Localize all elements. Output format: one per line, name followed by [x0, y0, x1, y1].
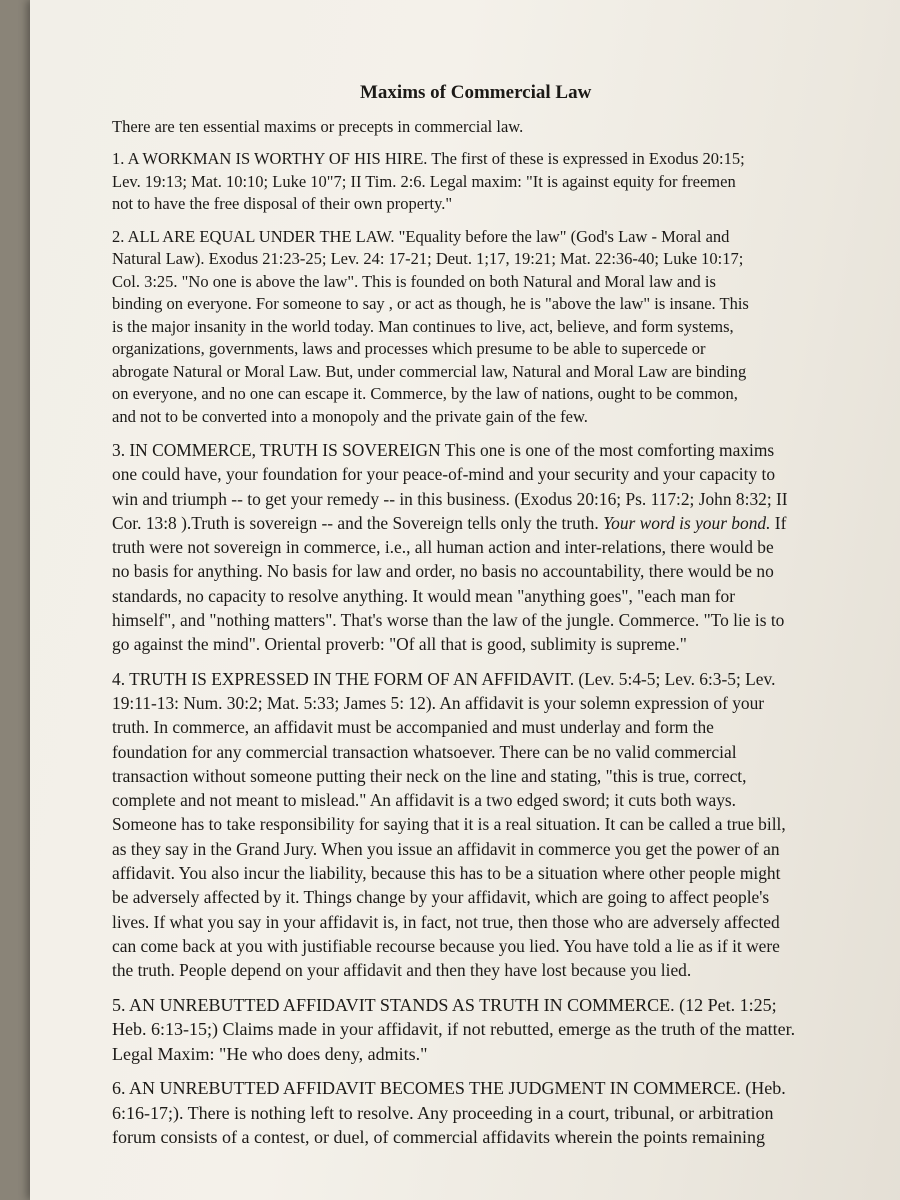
- text-line: is the major insanity in the world today. Man continues to live, act, believe, and form systems,: [112, 316, 734, 336]
- paper-sheet: [30, 0, 900, 1200]
- text-line: 5. AN UNREBUTTED AFFIDAVIT STANDS AS TRUTH IN COMMERCE. (12 Pet. 1:25;: [112, 994, 777, 1015]
- text-line: as they say in the Grand Jury. When you issue an affidavit in commerce you get the power of an: [112, 838, 780, 859]
- text-line: go against the mind". Oriental proverb: "Of all that is good, sublimity is supreme.": [112, 634, 687, 655]
- text-line: 2. ALL ARE EQUAL UNDER THE LAW. "Equality before the law" (God's Law - Moral and: [112, 226, 730, 246]
- maxim-3: [112, 438, 868, 657]
- text-segment: Cor. 13:8 ).Truth is sovereign -- and the Sovereign tells only the truth.: [112, 512, 599, 533]
- text-line: one could have, your foundation for your peace-of-mind and your security and your capacity to: [112, 464, 776, 485]
- text-line: 6:16-17;). There is nothing left to resolve. Any proceeding in a court, tribunal, or arbitration: [112, 1102, 774, 1123]
- text-line: 3. IN COMMERCE, TRUTH IS SOVEREIGN This one is one of the most comforting maxims: [112, 440, 775, 460]
- italic-phrase: Your word is your bond.: [603, 512, 771, 533]
- text-line: Legal Maxim: "He who does deny, admits.": [112, 1043, 428, 1064]
- text-line: no basis for anything. No basis for law and order, no basis no accountability, there would be no: [112, 561, 774, 582]
- text-line: Heb. 6:13-15;) Claims made in your affidavit, if not rebutted, emerge as the truth of the matter.: [112, 1019, 796, 1040]
- maxim-6: [112, 1076, 868, 1150]
- text-line: binding on everyone. For someone to say , or act as though, he is "above the law" is insane. This: [112, 294, 749, 313]
- text-line: affidavit. You also incur the liability, because this has to be a situation where other people might: [112, 863, 781, 884]
- text-segment: If: [770, 512, 787, 533]
- text-line: win and triumph -- to get your remedy -- in this business. (Exodus 20:16; Ps. 117:2; John 8:32; II: [112, 488, 788, 509]
- text-line: transaction without someone putting their neck on the line and stating, "this is true, correct,: [112, 765, 747, 786]
- text-line: Someone has to take responsibility for saying that it is a real situation. It can be called a true bill,: [112, 814, 786, 835]
- text-line: and not to be converted into a monopoly and the private gain of the few.: [112, 406, 588, 426]
- text-line: can come back at you with justifiable recourse because you lied. You have told a lie as if it were: [112, 935, 780, 956]
- maxim-5: [112, 993, 868, 1067]
- text-line: Natural Law). Exodus 21:23-25; Lev. 24: 17-21; Deut. 1;17, 19:21; Mat. 22:36-40; Luke 10:17;: [112, 249, 744, 268]
- text-line: complete and not meant to mislead." An affidavit is a two edged sword; it cuts both ways.: [112, 790, 737, 811]
- text-line: 4. TRUTH IS EXPRESSED IN THE FORM OF AN AFFIDAVIT. (Lev. 5:4-5; Lev. 6:3-5; Lev.: [112, 668, 776, 689]
- document-title: Maxims of Commercial Law: [360, 82, 592, 103]
- text-line: standards, no capacity to resolve anything. It would mean "anything goes", "each man for: [112, 585, 736, 606]
- text-line: 1. A WORKMAN IS WORTHY OF HIS HIRE. The first of these is expressed in Exodus 20:15;: [112, 149, 745, 168]
- text-line: on everyone, and no one can escape it. Commerce, by the law of nations, ought to be common,: [112, 384, 738, 403]
- maxim-1: [112, 148, 868, 216]
- text-line: Col. 3:25. "No one is above the law". This is founded on both Natural and Moral law and is: [112, 271, 716, 291]
- text-line: truth were not sovereign in commerce, i.e., all human action and inter-relations, there would be: [112, 537, 774, 558]
- text-line: be adversely affected by it. Things change by your affidavit, which are going to affect people's: [112, 887, 770, 908]
- maxim-2: [112, 226, 868, 429]
- text-line: organizations, governments, laws and processes which presume to be able to supercede or: [112, 339, 706, 358]
- text-line: 6. AN UNREBUTTED AFFIDAVIT BECOMES THE JUDGMENT IN COMMERCE. (Heb.: [112, 1078, 786, 1099]
- text-line: himself", and "nothing matters". That's worse than the law of the jungle. Commerce. "To lie is to: [112, 610, 785, 631]
- document-body: [98, 82, 868, 1160]
- text-line: not to have the free disposal of their own property.": [112, 194, 453, 213]
- maxim-4: [112, 667, 868, 983]
- intro-paragraph: There are ten essential maxims or precepts in commercial law.: [112, 117, 524, 136]
- text-line: the truth. People depend on your affidavit and then they have lost because you lied.: [112, 960, 692, 981]
- text-line: Lev. 19:13; Mat. 10:10; Luke 10"7; II Tim. 2:6. Legal maxim: "It is against equity for freemen: [112, 171, 736, 191]
- text-line: truth. In commerce, an affidavit must be accompanied and must underlay and form the: [112, 717, 714, 738]
- text-line: 19:11-13: Num. 30:2; Mat. 5:33; James 5: 12). An affidavit is your solemn expression of your: [112, 692, 765, 713]
- text-line-with-italic: [112, 511, 868, 535]
- text-line: forum consists of a contest, or duel, of commercial affidavits wherein the points remaining: [112, 1127, 765, 1148]
- text-line: abrogate Natural or Moral Law. But, under commercial law, Natural and Moral Law are binding: [112, 361, 747, 381]
- text-line: foundation for any commercial transaction whatsoever. There can be no valid commercial: [112, 741, 737, 762]
- text-line: lives. If what you say in your affidavit is, in fact, not true, then those who are adversely affected: [112, 911, 780, 932]
